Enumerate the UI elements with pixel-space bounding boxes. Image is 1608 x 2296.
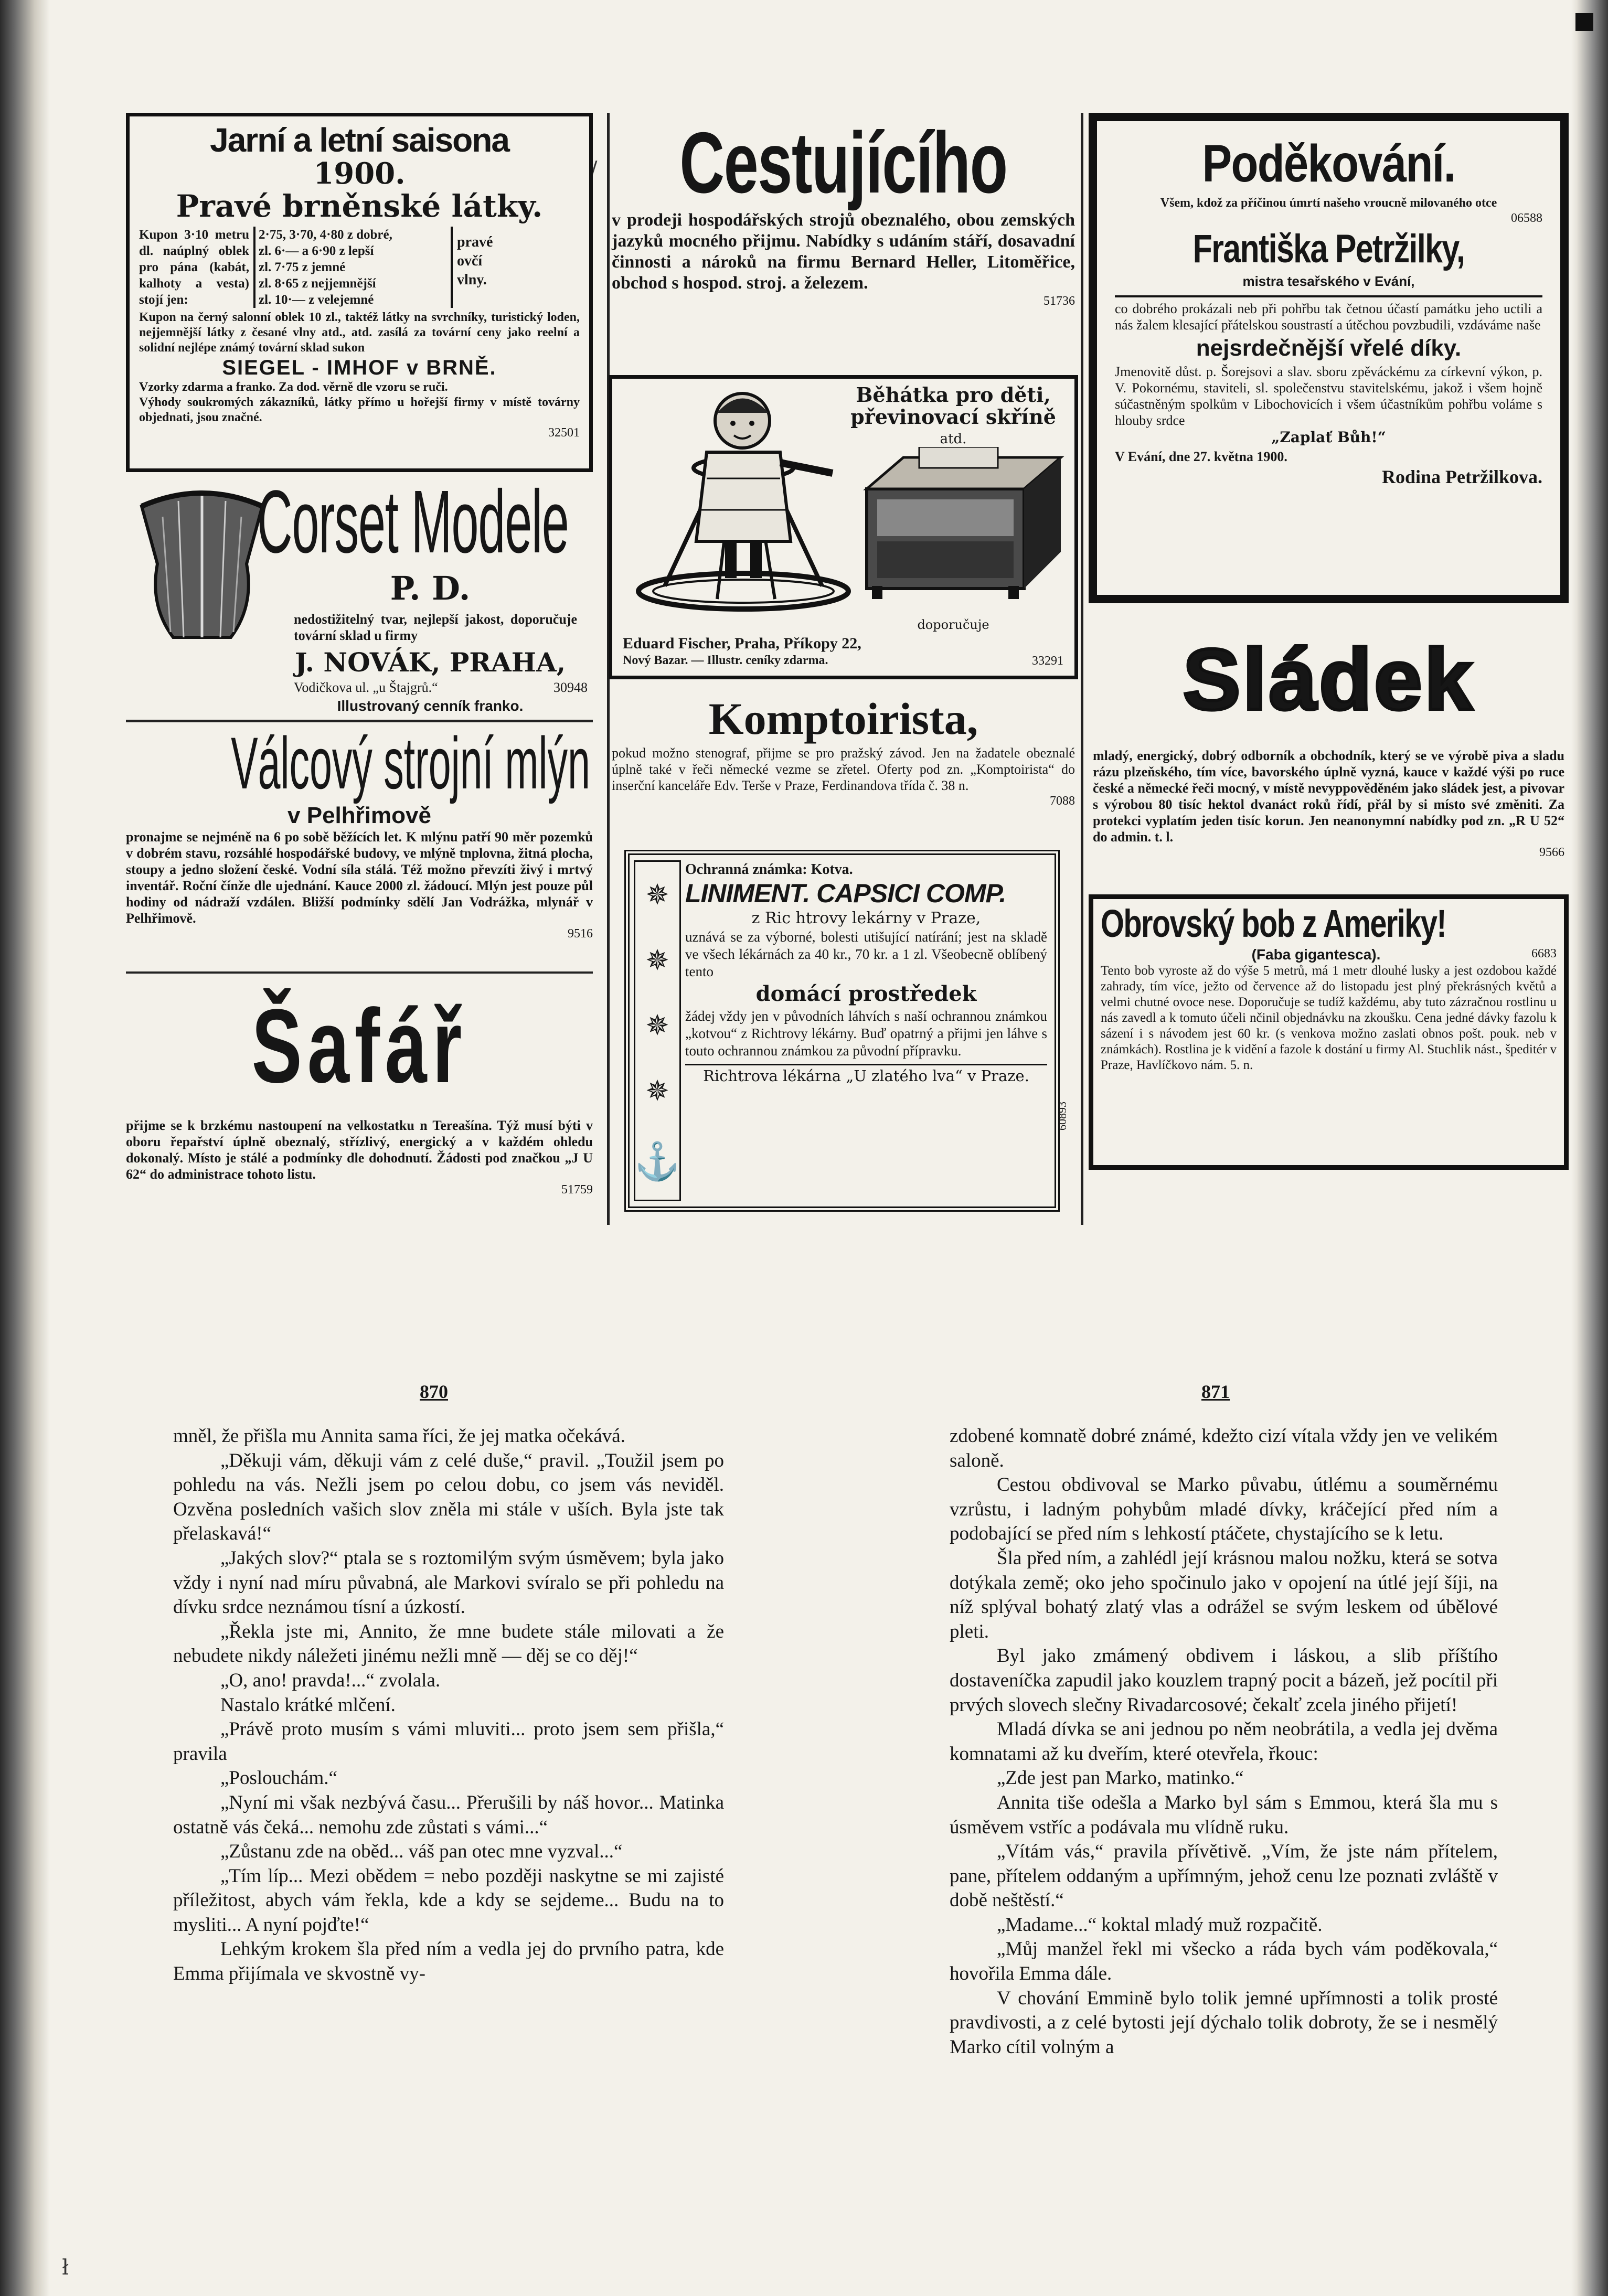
ad-footer: Illustrovaný cenník franko.	[337, 698, 524, 714]
price-note: pravé ovčí vlny.	[457, 234, 493, 288]
ad-title: Sládek	[1183, 631, 1475, 728]
ad-valcovy-mlyn	[126, 724, 593, 965]
story-column-right	[950, 1424, 1498, 2059]
ad-place: v Pelhřimově	[287, 803, 431, 828]
anchor-icon: ⚓	[634, 1140, 680, 1183]
ad-remedy: domácí prostředek	[755, 981, 977, 1006]
price-list	[253, 227, 453, 308]
ad-thanks: nejsrdečnější vřelé díky.	[1196, 335, 1462, 361]
margin-mark: ł	[62, 2256, 69, 2280]
story-paragraph: Nastalo krátké mlčení.	[220, 1694, 396, 1716]
story-paragraph: Cestou obdivoval se Marko půvabu, útlému a souměrnému vzrůstu, i ladným pohybům mladé dívky, kráčející před ním a podobající se před ním s lehkostí ptáčete, chystajícího se k letu.	[950, 1474, 1498, 1545]
ad-title: Běhátka pro děti, převinovací skříně	[850, 383, 1056, 429]
price-item: zl. 7·75 z jemné	[259, 260, 346, 274]
deceased-name: Františka Petržilky,	[1192, 227, 1465, 271]
ad-code: 30948	[553, 680, 588, 695]
ad-signature: Rodina Petržilkova.	[1382, 466, 1542, 487]
story-paragraph: „Zde jest pan Marko, matinko.“	[997, 1767, 1244, 1789]
scan-left-edge	[0, 0, 50, 2296]
story-paragraph: „Zůstanu zde na oběd... váš pan otec mne vyzval...“	[220, 1841, 623, 1863]
ad-code: 32501	[548, 426, 580, 440]
ad-side-code: 60893	[1056, 1102, 1069, 1130]
ad-title: Obrovský bob z Ameriky!	[1101, 902, 1446, 945]
ad-body-2: žádej vždy jen v původních láhvích s naší ochrannou známkou „kotvou“ z Richtrovy lékárny. Buď opatrný a přijmi jen láhve s touto ochrannou známkou za původní přípravku.	[685, 1008, 1047, 1059]
section-rule	[126, 971, 593, 974]
ad-code: 7088	[1050, 794, 1075, 808]
folding-cabinet-illustration	[840, 447, 1071, 599]
story-paragraph: Annita tiše odešla a Marko byl sám s Emmou, která šla mu s úsměvem vstříc a podávala mu vlídně ruku.	[950, 1791, 1498, 1838]
ad-samples: Vzorky zdarma a franko. Za dod. věrně dle vzoru se ruči.	[139, 380, 448, 394]
ad-komptoirista	[609, 692, 1078, 839]
price-item: zl. 8·65 z nejjemnější	[259, 276, 376, 291]
ad-body: přijme se k brzkému nastoupení na velkostatku n Tereašína. Týž musí býti v oboru řepařství úplně obeznalý, střízlivý, energický a v každém ohledu dokonalý. Místo je stálé a podmínky dle dohodnutí. Žádosti pod značkou „J U 62“ do administrace tohoto listu.	[126, 1118, 593, 1182]
ad-code: 9566	[1539, 846, 1564, 859]
ornament-border	[634, 860, 681, 1201]
price-item: 2·75, 3·70, 4·80 z dobré,	[259, 228, 392, 242]
ad-from: z Ric htrovy lekárny v Praze,	[751, 909, 981, 927]
ad-title: LINIMENT. CAPSICI COMP.	[685, 879, 1006, 908]
ad-code: 51759	[561, 1183, 593, 1197]
ad-code: 9516	[568, 927, 593, 941]
story-paragraph: „Vítám vás,“ pravila přívětivě. „Vím, že jste nám přítelem, pane, přítelem oddaným a upřímným, jehož cenu lze poznati zvláště v době neštěstí.“	[950, 1841, 1498, 1911]
ad-title: Komptoirista,	[708, 693, 978, 744]
ad-title: Jarní a letní saisona	[210, 121, 509, 159]
story-paragraph: „Tím líp... Mezi obědem = nebo později naskytne se mi zajisté příležitost, abych vám řekla, kde a kdy se sejdeme... Budu na to mysliti... A nyní pojďte!“	[173, 1865, 724, 1936]
ad-code: 6683	[1531, 947, 1557, 960]
deceased-role: mistra tesařského v Evání,	[1242, 273, 1415, 289]
page-number-left: 870	[420, 1381, 448, 1402]
ad-body: pokud možno stenograf, přijme se pro pražský závod. Jen na žadatele obeznalé úplně také v řeči německé vezme se zřetel. Oferty pod zn. „Komptoirista“ do inserční kanceláře Edv. Terše v Praze, Ferdinandova třída č. 38 n.	[612, 745, 1075, 793]
ad-code: 33291	[1032, 654, 1063, 668]
ad-footer: Richtrova lékárna „U zlatého lva“ v Praze.	[685, 1064, 1047, 1086]
ad-corset	[126, 475, 593, 719]
story-paragraph: „Nyní mi však nezbývá času... Přerušili by náš hovor... Matinka ostatně vás čeká... nemohu zde zůstati s vámi...“	[173, 1791, 724, 1838]
ad-atd: atd.	[940, 431, 967, 447]
margin-mark: /	[590, 157, 598, 181]
ad-address: Nový Bazar. — Illustr. ceníky zdarma.	[623, 654, 828, 667]
ad-liniment	[624, 850, 1060, 1212]
story-paragraph: „Řekla jste mi, Annito, že mne budete stále milovati a že nebudete nikdy náležeti jinému nežli mně — děj se co děj!“	[173, 1620, 724, 1667]
ad-benefit: Výhody soukromých zákazníků, látky přímo u hořejší firmy v místě továrny objednati, jsou značné.	[139, 396, 580, 424]
baby-walker-illustration	[623, 384, 864, 615]
column-rule	[1081, 113, 1083, 1225]
ad-body: Kupon na černý salonní oblek 10 zl., taktéž látky na svrchníky, turistický loden, nejjemnější látky z česané vlny atd., atd. zasílá za tovární ceny jako reelní a solidní nejlépe známý tovární sklad sukon	[139, 311, 580, 355]
ad-safar	[126, 976, 593, 1227]
story-paragraph: mněl, že přišla mu Annita sama říci, že jej matka očekává.	[173, 1425, 625, 1447]
ad-trademark: Ochranná známka: Kotva.	[685, 861, 853, 878]
ad-farewell: „Zaplať Bůh!“	[1271, 429, 1386, 446]
ad-firm: J. NOVÁK, PRAHA,	[294, 647, 566, 678]
ad-title: Cestujícího	[679, 114, 1007, 211]
page-number-right: 871	[1201, 1381, 1230, 1402]
ad-intro: Všem, kdož za příčinou úmrtí našeho vroucně milovaného otce	[1160, 196, 1497, 210]
ad-behatka	[609, 375, 1078, 679]
story-paragraph: „Můj manžel řekl mi všecko a ráda bych vám poděkovala,“ hovořila Emma dále.	[950, 1938, 1498, 1985]
ad-body: co dobrého prokázali neb při pohřbu tak četnou účastí památku jeho uctili a nás žalem klesající přátelskou soustrastí a útěchou povzbudili, vzdáváme naše	[1115, 301, 1542, 333]
story-paragraph: Lehkým krokem šla před ním a vedla jej do prvního patra, kde Emma přijímala ve skvostně vy-	[173, 1938, 724, 1985]
ad-firm: Eduard Fischer, Praha, Příkopy 22,	[623, 635, 861, 652]
kupon-text: Kupon 3·10 metru dl. naúplný oblek pro pána (kabát, kalhoty a vesta) stojí jen:	[139, 228, 249, 307]
story-paragraph: „Poslouchám.“	[220, 1767, 337, 1789]
story-paragraph: „Právě proto musím s vámi mluviti... proto jsem sem přišla,“ pravila	[173, 1718, 724, 1765]
ad-body: nedostižitelný tvar, nejlepší jakost, doporučuje tovární sklad u firmy	[294, 612, 577, 643]
story-paragraph: Byl jako zmámený obdivem i láskou, a slib příštího dostaveníčka zapudil jako kouzlem trapný pocit a bázeň, jež pocítil při prvých slovech slečny Rivadarcosové; čekalť zcela jiného přijetí!	[950, 1645, 1498, 1716]
ad-code: 06588	[1511, 211, 1542, 225]
ad-subtitle: (Faba gigantesca).	[1251, 946, 1381, 963]
ad-body-2: Jmenovitě důst. p. Šorejsovi a slav. sboru zpěváckému za církevní výkon, p. V. Pokornému, staviteli, sl. společenstvu stavitelskému, jakož i všem hojně súčastněným spolkům v Libochovicích i všem účastníkům pohřbu voláme s hlouby srdce	[1115, 364, 1542, 428]
story-paragraph: „O, ano! pravda!...“ zvolala.	[220, 1669, 441, 1691]
story-paragraph: „Děkuji vám, děkuji vám z celé duše,“ pravil. „Toužil jsem po pohledu na vás. Nežli jsem po celou dobu, co jsem vás neviděl. Ozvěna posledních vašich slov zněla mi stále v uších. Byla jste tak přelaskavá!“	[173, 1449, 724, 1545]
ad-address: Vodičkova ul. „u Štajgrů.“	[294, 680, 438, 695]
story-column-left	[173, 1424, 724, 1987]
ad-title: Šafář	[251, 988, 467, 1105]
ad-firm: SIEGEL - IMHOF v BRNĚ.	[222, 356, 497, 379]
ad-body: v prodeji hospodářských strojů obeznalého, obou zemských jazyků mocného přijmu. Nabídky s udáním stáří, dosavadní činnosti a nároků na firmu Bernard Heller, Litoměřice, obchod s hospod. stroj. a železem.	[612, 210, 1075, 293]
ad-body: mladý, energický, dobrý odborník a obchodník, který se ve výrobě piva a sladu rázu plzeňského, tím více, bavorského úplně vyzná, kauce v každé výši po ruce české a německé řeči mocný, v místě nevyppověděném jako sládek jest, a pivovar s výrobou 80 tisíc hektol dvanáct roků řídí, přál by si místo své změniti. Za protekci vyplatím jeden tisíc korun. Jen neanonymní nabídky pod zn. „R U 52“ do admin. t. l.	[1093, 748, 1564, 845]
ad-cestujiciho	[609, 113, 1078, 362]
story-paragraph: „Madame...“ koktal mladý muž rozpačitě.	[997, 1914, 1323, 1936]
story-paragraph: zdobené komnatě dobré známé, kdežto cizí vítala vždy jen ve velikém saloně.	[950, 1425, 1498, 1471]
ad-body: uznává se za výborné, bolesti utišující natírání; jest na skladě ve všech lékárnách za 40 kr., 70 kr. a 1 zl. Všeobecně oblíbený tento	[685, 929, 1047, 979]
ad-body: Tento bob vyroste až do výše 5 metrů, má 1 metr dlouhé lusky a jest ozdobou každé zahrady, tím více, ježto od července až do listopadu jest plný překrásných květů a velmi chutné ovoce nese. Doporučuje se tudíž každému, aby tuto zázračnou rostlinu u nás zavedl a k tomuto účeli nčinil objednávku na zkoušku. Cena jedné dávky fazolu k sázení i s návodem jest 60 kr. (s venkova možno zaslati obnos pošt. pouk. neb v známkách). Rostlina je k vidění a fazole k dostání u firmy Al. Stuchlik nást., špeditér v Praze, Havlíčkovo nám. 5. n.	[1101, 964, 1557, 1072]
ad-brand: P. D.	[390, 569, 471, 607]
story-paragraph: Šla před ním, a zahlédl její krásnou malou nožku, která se sotva dotýkala země; oko jeho spočinulo jako v opojení na útlé její šíji, na níž splýval bohatý zlatý vlas a odrážel se svým leskem od úbělové pleti.	[950, 1547, 1498, 1642]
ad-body: pronajme se nejméně na 6 po sobě běžících let. K mlýnu patří 90 měr pozemků v dobrém stavu, rozsáhlé hospodářské budovy, ve mlýně tnplovna, žitná plocha, stoupy a jedno složení české. Vodní síla stálá. Též možno převzíti živý i mrtvý inventář. Roční čínže dle ujednání. Kauce 2000 zl. žádoucí. Mlýn jest pouze půl hodiny od nádraží vzdálen. Bližší podmínky sdělí Jan Vodrážka, mlynář v Pelhřimově.	[126, 829, 593, 926]
story-paragraph: V chování Emmině bylo tolik jemné upřímnosti a tolik prosté pravdivosti, a z celé bytosti její dýchalo tolik dobroty, že se i nesmělý Marko cítil volným a	[950, 1987, 1498, 2058]
ad-code: 51736	[1043, 294, 1075, 308]
ad-obrovsky-bob	[1089, 894, 1569, 1170]
ad-podekovani	[1089, 113, 1569, 603]
star-ornament-icon: ✵	[645, 1074, 669, 1108]
divider	[1115, 295, 1542, 297]
ad-year: 1900.	[313, 156, 406, 191]
ad-title: Corset Modele	[257, 475, 569, 572]
section-rule	[126, 720, 593, 722]
ad-sladek	[1089, 611, 1569, 884]
star-ornament-icon: ✵	[645, 1009, 669, 1042]
ad-subtitle: Pravé brněnské látky.	[176, 188, 543, 224]
scan-corner-mark	[1575, 13, 1593, 31]
scan-right-edge	[1571, 0, 1608, 2296]
ad-title: Válcový strojní mlýn	[231, 724, 590, 804]
star-ornament-icon: ✵	[645, 878, 669, 911]
corset-illustration	[126, 485, 278, 643]
ad-title: Poděkování.	[1202, 134, 1455, 193]
ad-date: V Evání, dne 27. května 1900.	[1115, 449, 1287, 464]
ad-jarni-saisona	[126, 113, 593, 472]
story-paragraph: Mladá dívka se ani jednou po něm neobrátila, a vedla jej dvěma komnatami až ku dveřím, které otevřela, řkouc:	[950, 1718, 1498, 1765]
price-item: zl. 6·— a 6·90 z lepší	[259, 244, 374, 258]
story-paragraph: „Jakých slov?“ ptala se s roztomilým svým úsměvem; byla jako vždy i nyní nad míru půvabná, ale Markovi svíralo se při pohledu na dívku srdce neznámou tísní a úzkostí.	[173, 1547, 724, 1618]
price-item: zl. 10·— z velejemné	[259, 293, 374, 307]
star-ornament-icon: ✵	[645, 943, 669, 977]
ad-recommend: doporučuje	[917, 617, 989, 632]
